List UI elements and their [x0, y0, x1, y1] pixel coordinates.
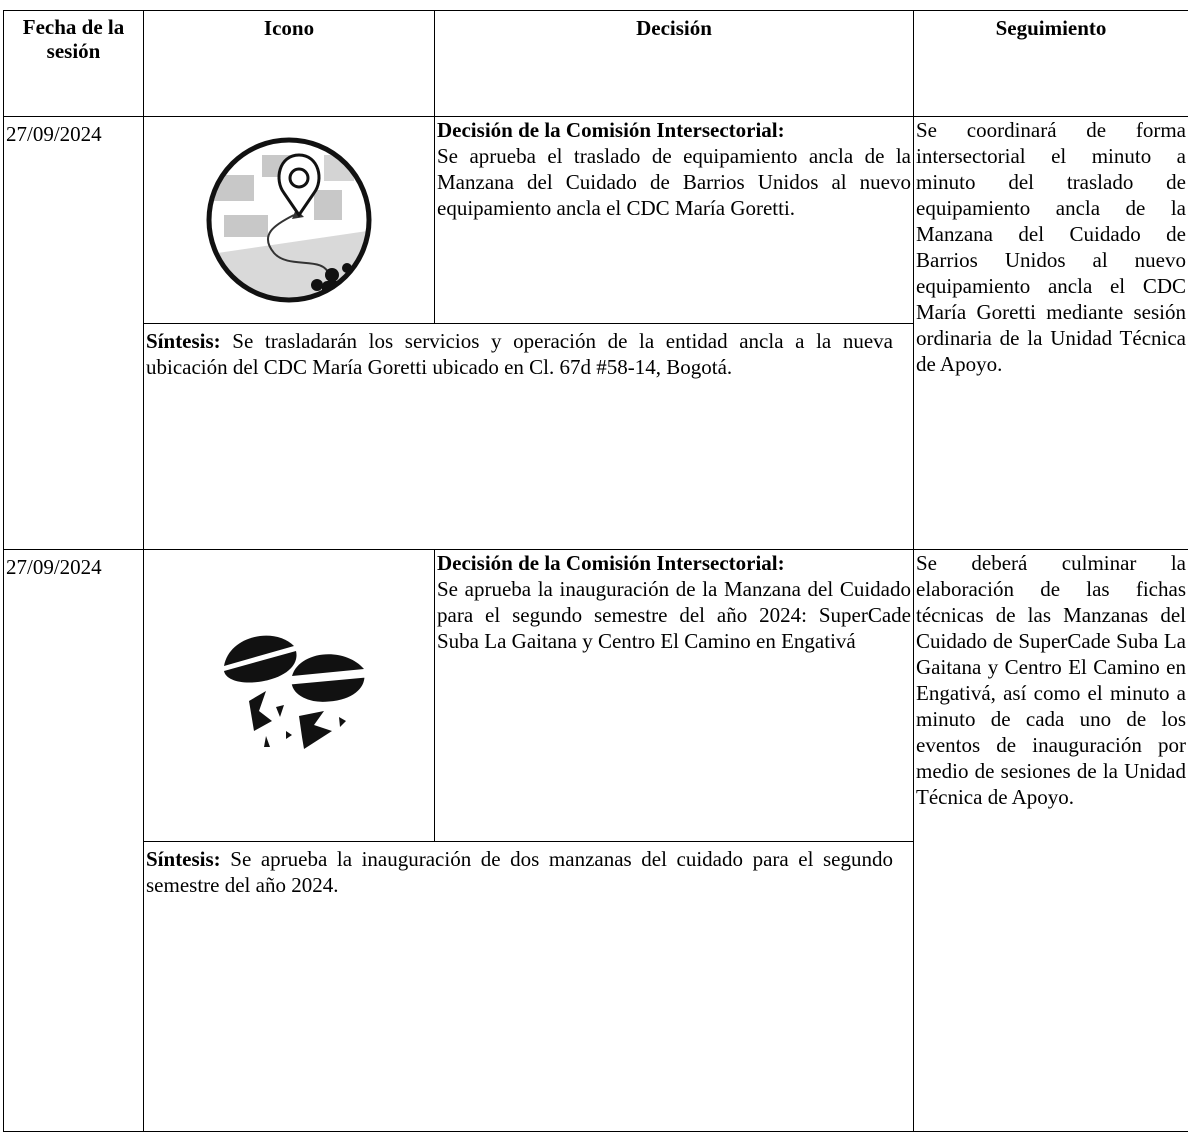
decision-text: Se aprueba la inauguración de la Manzana del Cuidado para el segundo semestre del año 2024: SuperCade Suba La Gaitana y Centro El Camino en Engativá: [437, 577, 911, 653]
decisions-table: [3, 10, 1188, 1132]
table-row: [4, 117, 1188, 324]
icon-cell: [144, 117, 435, 324]
header-fecha: Fecha de la sesión: [4, 11, 144, 117]
sintesis-cell: [144, 324, 914, 550]
seguimiento-cell: Se deberá culminar la elaboración de las fichas técnicas de las Manzanas del Cuidado de SuperCade Suba La Gaitana y Centro El Camino en Engativá, así como el minuto a minuto de cada uno de los eventos de inauguración por medio de sesiones de la Unidad Técnica de Apoyo.: [914, 550, 1188, 1132]
seguimiento-cell: Se coordinará de forma intersectorial el minuto a minuto del traslado de equipamiento ancla de la Manzana del Cuidado de Barrios Unidos al nuevo equipamiento ancla el CDC María Goretti mediante sesión ordinaria de la Unidad Técnica de Apoyo.: [914, 117, 1188, 550]
decision-text: Se aprueba el traslado de equipamiento ancla de la Manzana del Cuidado de Barrios Unidos al nuevo equipamiento ancla el CDC María Goretti.: [437, 144, 911, 220]
sintesis-text: Se trasladarán los servicios y operación de la entidad ancla a la nueva ubicación del CDC María Goretti ubicado en Cl. 67d #58-14, Bogotá.: [146, 329, 893, 379]
header-seguimiento: Seguimiento: [914, 11, 1188, 117]
map-route-pin-icon: [204, 135, 374, 305]
session-date: 27/09/2024: [4, 117, 144, 550]
table-row: [4, 550, 1188, 842]
party-poppers-icon: [204, 621, 374, 771]
header-decision: Decisión: [435, 11, 914, 117]
sintesis-label: Síntesis:: [146, 847, 221, 871]
header-row: [4, 11, 1188, 117]
decision-title: Decisión de la Comisión Intersectorial:: [437, 117, 911, 143]
header-icono: Icono: [144, 11, 435, 117]
decision-cell: [435, 550, 914, 842]
session-date: 27/09/2024: [4, 550, 144, 1132]
sintesis-cell: [144, 842, 914, 1132]
sintesis-label: Síntesis:: [146, 329, 221, 353]
icon-cell: [144, 550, 435, 842]
decisions-document: [3, 10, 1188, 1132]
decision-title: Decisión de la Comisión Intersectorial:: [437, 550, 911, 576]
sintesis-text: Se aprueba la inauguración de dos manzanas del cuidado para el segundo semestre del año 2024.: [146, 847, 893, 897]
decision-cell: [435, 117, 914, 324]
